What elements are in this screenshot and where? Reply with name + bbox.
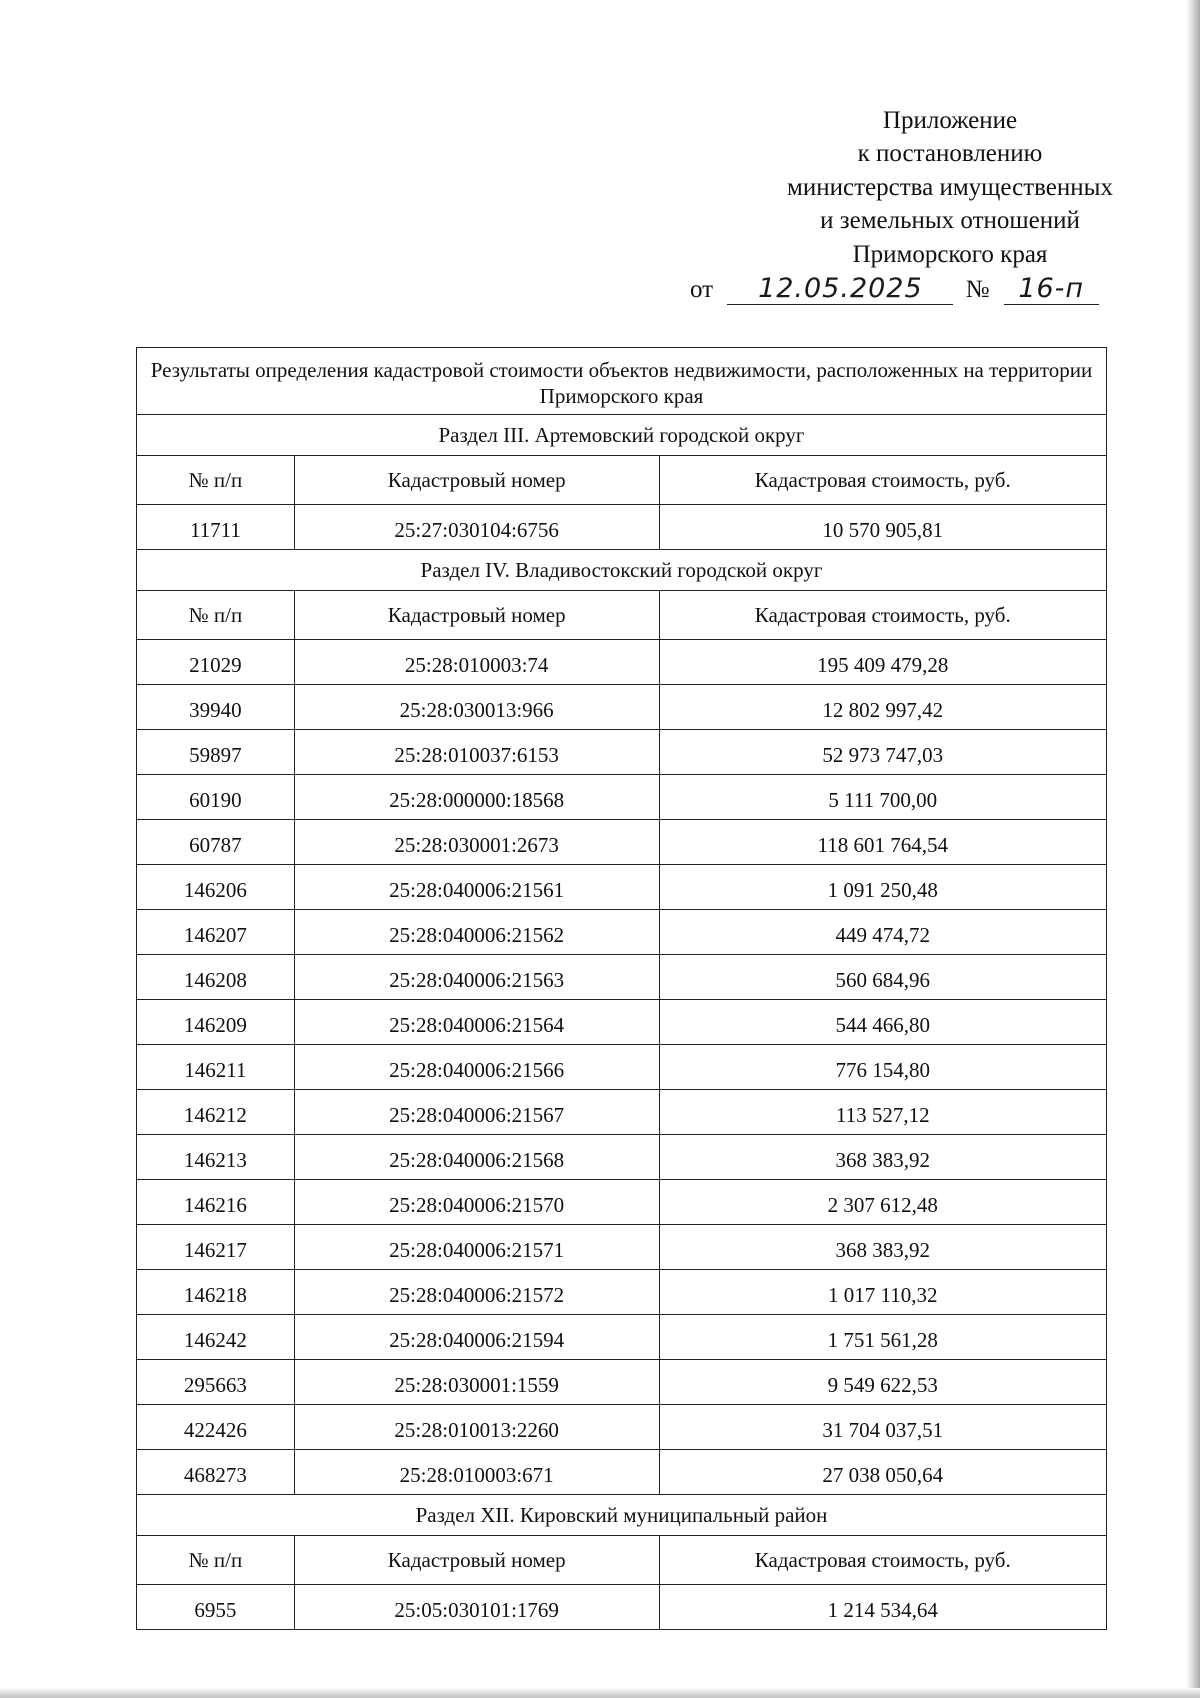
cadastral-number-cell: 25:28:040006:21566: [294, 1045, 659, 1090]
cadastral-number-cell: 25:28:030001:2673: [294, 820, 659, 865]
cadastral-number-cell: 25:28:010013:2260: [294, 1405, 659, 1450]
table-row: [137, 1180, 1107, 1225]
table-row: [137, 505, 1107, 550]
cadastral-number-cell: 25:28:010037:6153: [294, 730, 659, 775]
cadastral-value-cell: 118 601 764,54: [659, 820, 1106, 865]
table-row: [137, 685, 1107, 730]
table-row: [137, 1090, 1107, 1135]
section-title: Раздел III. Артемовский городской округ: [137, 415, 1107, 456]
row-number-cell: 146211: [137, 1045, 295, 1090]
handwritten-number: 16-п: [1004, 273, 1099, 305]
table-row: [137, 910, 1107, 955]
cadastral-value-cell: 12 802 997,42: [659, 685, 1106, 730]
cadastral-value-cell: 5 111 700,00: [659, 775, 1106, 820]
cadastral-number-cell: 25:28:040006:21561: [294, 865, 659, 910]
cadastral-value-cell: 2 307 612,48: [659, 1180, 1106, 1225]
cadastral-number-cell: 25:27:030104:6756: [294, 505, 659, 550]
section-row: [137, 1495, 1107, 1536]
cadastral-number-cell: 25:28:040006:21564: [294, 1000, 659, 1045]
cadastral-value-cell: 368 383,92: [659, 1135, 1106, 1180]
table-row: [137, 1405, 1107, 1450]
column-header-cadastral-value: Кадастровая стоимость, руб.: [659, 456, 1106, 505]
row-number-cell: 6955: [137, 1585, 295, 1630]
cadastral-value-cell: 10 570 905,81: [659, 505, 1106, 550]
section-title: Раздел XII. Кировский муниципальный район: [137, 1495, 1107, 1536]
row-number-cell: 146206: [137, 865, 295, 910]
table-row: [137, 1585, 1107, 1630]
cadastral-number-cell: 25:28:040006:21562: [294, 910, 659, 955]
column-header-row: [137, 456, 1107, 505]
table-row: [137, 1000, 1107, 1045]
cadastral-value-cell: 776 154,80: [659, 1045, 1106, 1090]
cadastral-number-cell: 25:28:040006:21567: [294, 1090, 659, 1135]
section-row: [137, 550, 1107, 591]
column-header-cadastral-number: Кадастровый номер: [294, 456, 659, 505]
cadastral-number-cell: 25:05:030101:1769: [294, 1585, 659, 1630]
cadastral-number-cell: 25:28:010003:671: [294, 1450, 659, 1495]
cadastral-number-cell: 25:28:040006:21570: [294, 1180, 659, 1225]
table-row: [137, 1450, 1107, 1495]
appendix-header: [700, 104, 1200, 271]
table-row: [137, 1045, 1107, 1090]
row-number-cell: 60190: [137, 775, 295, 820]
table-title-row: [137, 348, 1107, 415]
row-number-cell: 146207: [137, 910, 295, 955]
header-line: министерства имущественных: [787, 173, 1113, 201]
row-number-cell: 468273: [137, 1450, 295, 1495]
row-number-cell: 146242: [137, 1315, 295, 1360]
table-row: [137, 775, 1107, 820]
column-header-number: № п/п: [137, 1536, 295, 1585]
column-header-cadastral-value: Кадастровая стоимость, руб.: [659, 591, 1106, 640]
cadastral-value-cell: 544 466,80: [659, 1000, 1106, 1045]
cadastral-number-cell: 25:28:040006:21568: [294, 1135, 659, 1180]
section-title: Раздел IV. Владивостокский городской округ: [137, 550, 1107, 591]
cadastral-value-cell: 113 527,12: [659, 1090, 1106, 1135]
cadastral-value-cell: 27 038 050,64: [659, 1450, 1106, 1495]
cadastral-value-table: [136, 347, 1107, 1630]
table-row: [137, 1315, 1107, 1360]
header-line: и земельных отношений: [820, 207, 1080, 235]
column-header-cadastral-value: Кадастровая стоимость, руб.: [659, 1536, 1106, 1585]
row-number-cell: 60787: [137, 820, 295, 865]
row-number-cell: 422426: [137, 1405, 295, 1450]
cadastral-value-cell: 368 383,92: [659, 1225, 1106, 1270]
row-number-cell: 21029: [137, 640, 295, 685]
cadastral-number-cell: 25:28:040006:21571: [294, 1225, 659, 1270]
column-header-cadastral-number: Кадастровый номер: [294, 1536, 659, 1585]
table-row: [137, 1135, 1107, 1180]
cadastral-number-cell: 25:28:010003:74: [294, 640, 659, 685]
column-header-row: [137, 1536, 1107, 1585]
row-number-cell: 146216: [137, 1180, 295, 1225]
row-number-cell: 295663: [137, 1360, 295, 1405]
header-line: Приложение: [882, 107, 1018, 134]
row-number-cell: 146208: [137, 955, 295, 1000]
table-row: [137, 820, 1107, 865]
row-number-cell: 146209: [137, 1000, 295, 1045]
table-row: [137, 1270, 1107, 1315]
cadastral-number-cell: 25:28:000000:18568: [294, 775, 659, 820]
table-title: Результаты определения кадастровой стоимости объектов недвижимости, расположенных на территории Приморского края: [137, 348, 1107, 415]
resolution-date-line: [690, 273, 1099, 305]
row-number-cell: 146218: [137, 1270, 295, 1315]
cadastral-number-cell: 25:28:040006:21563: [294, 955, 659, 1000]
row-number-cell: 146212: [137, 1090, 295, 1135]
table-body: [137, 348, 1107, 1630]
table-row: [137, 640, 1107, 685]
section-row: [137, 415, 1107, 456]
cadastral-number-cell: 25:28:030013:966: [294, 685, 659, 730]
row-number-cell: 59897: [137, 730, 295, 775]
table-row: [137, 955, 1107, 1000]
table-row: [137, 1360, 1107, 1405]
cadastral-value-cell: 1 017 110,32: [659, 1270, 1106, 1315]
cadastral-number-cell: 25:28:040006:21572: [294, 1270, 659, 1315]
cadastral-value-cell: 1 751 561,28: [659, 1315, 1106, 1360]
table-row: [137, 865, 1107, 910]
handwritten-date: 12.05.2025: [727, 273, 953, 305]
cadastral-value-cell: 560 684,96: [659, 955, 1106, 1000]
table-row: [137, 1225, 1107, 1270]
cadastral-value-cell: 195 409 479,28: [659, 640, 1106, 685]
cadastral-value-cell: 31 704 037,51: [659, 1405, 1106, 1450]
column-header-row: [137, 591, 1107, 640]
row-number-cell: 146213: [137, 1135, 295, 1180]
row-number-cell: 39940: [137, 685, 295, 730]
cadastral-number-cell: 25:28:040006:21594: [294, 1315, 659, 1360]
cadastral-value-cell: 449 474,72: [659, 910, 1106, 955]
column-header-cadastral-number: Кадастровый номер: [294, 591, 659, 640]
header-line: к постановлению: [857, 140, 1043, 168]
column-header-number: № п/п: [137, 591, 295, 640]
cadastral-value-cell: 1 214 534,64: [659, 1585, 1106, 1630]
column-header-number: № п/п: [137, 456, 295, 505]
table-row: [137, 730, 1107, 775]
cadastral-number-cell: 25:28:030001:1559: [294, 1360, 659, 1405]
cadastral-value-cell: 1 091 250,48: [659, 865, 1106, 910]
cadastral-value-cell: 9 549 622,53: [659, 1360, 1106, 1405]
row-number-cell: 11711: [137, 505, 295, 550]
number-prefix: №: [965, 276, 990, 303]
date-prefix: от: [690, 276, 714, 303]
cadastral-value-cell: 52 973 747,03: [659, 730, 1106, 775]
header-line: Приморского края: [852, 240, 1048, 268]
row-number-cell: 146217: [137, 1225, 295, 1270]
scan-bottom-shadow: [0, 1688, 1200, 1698]
